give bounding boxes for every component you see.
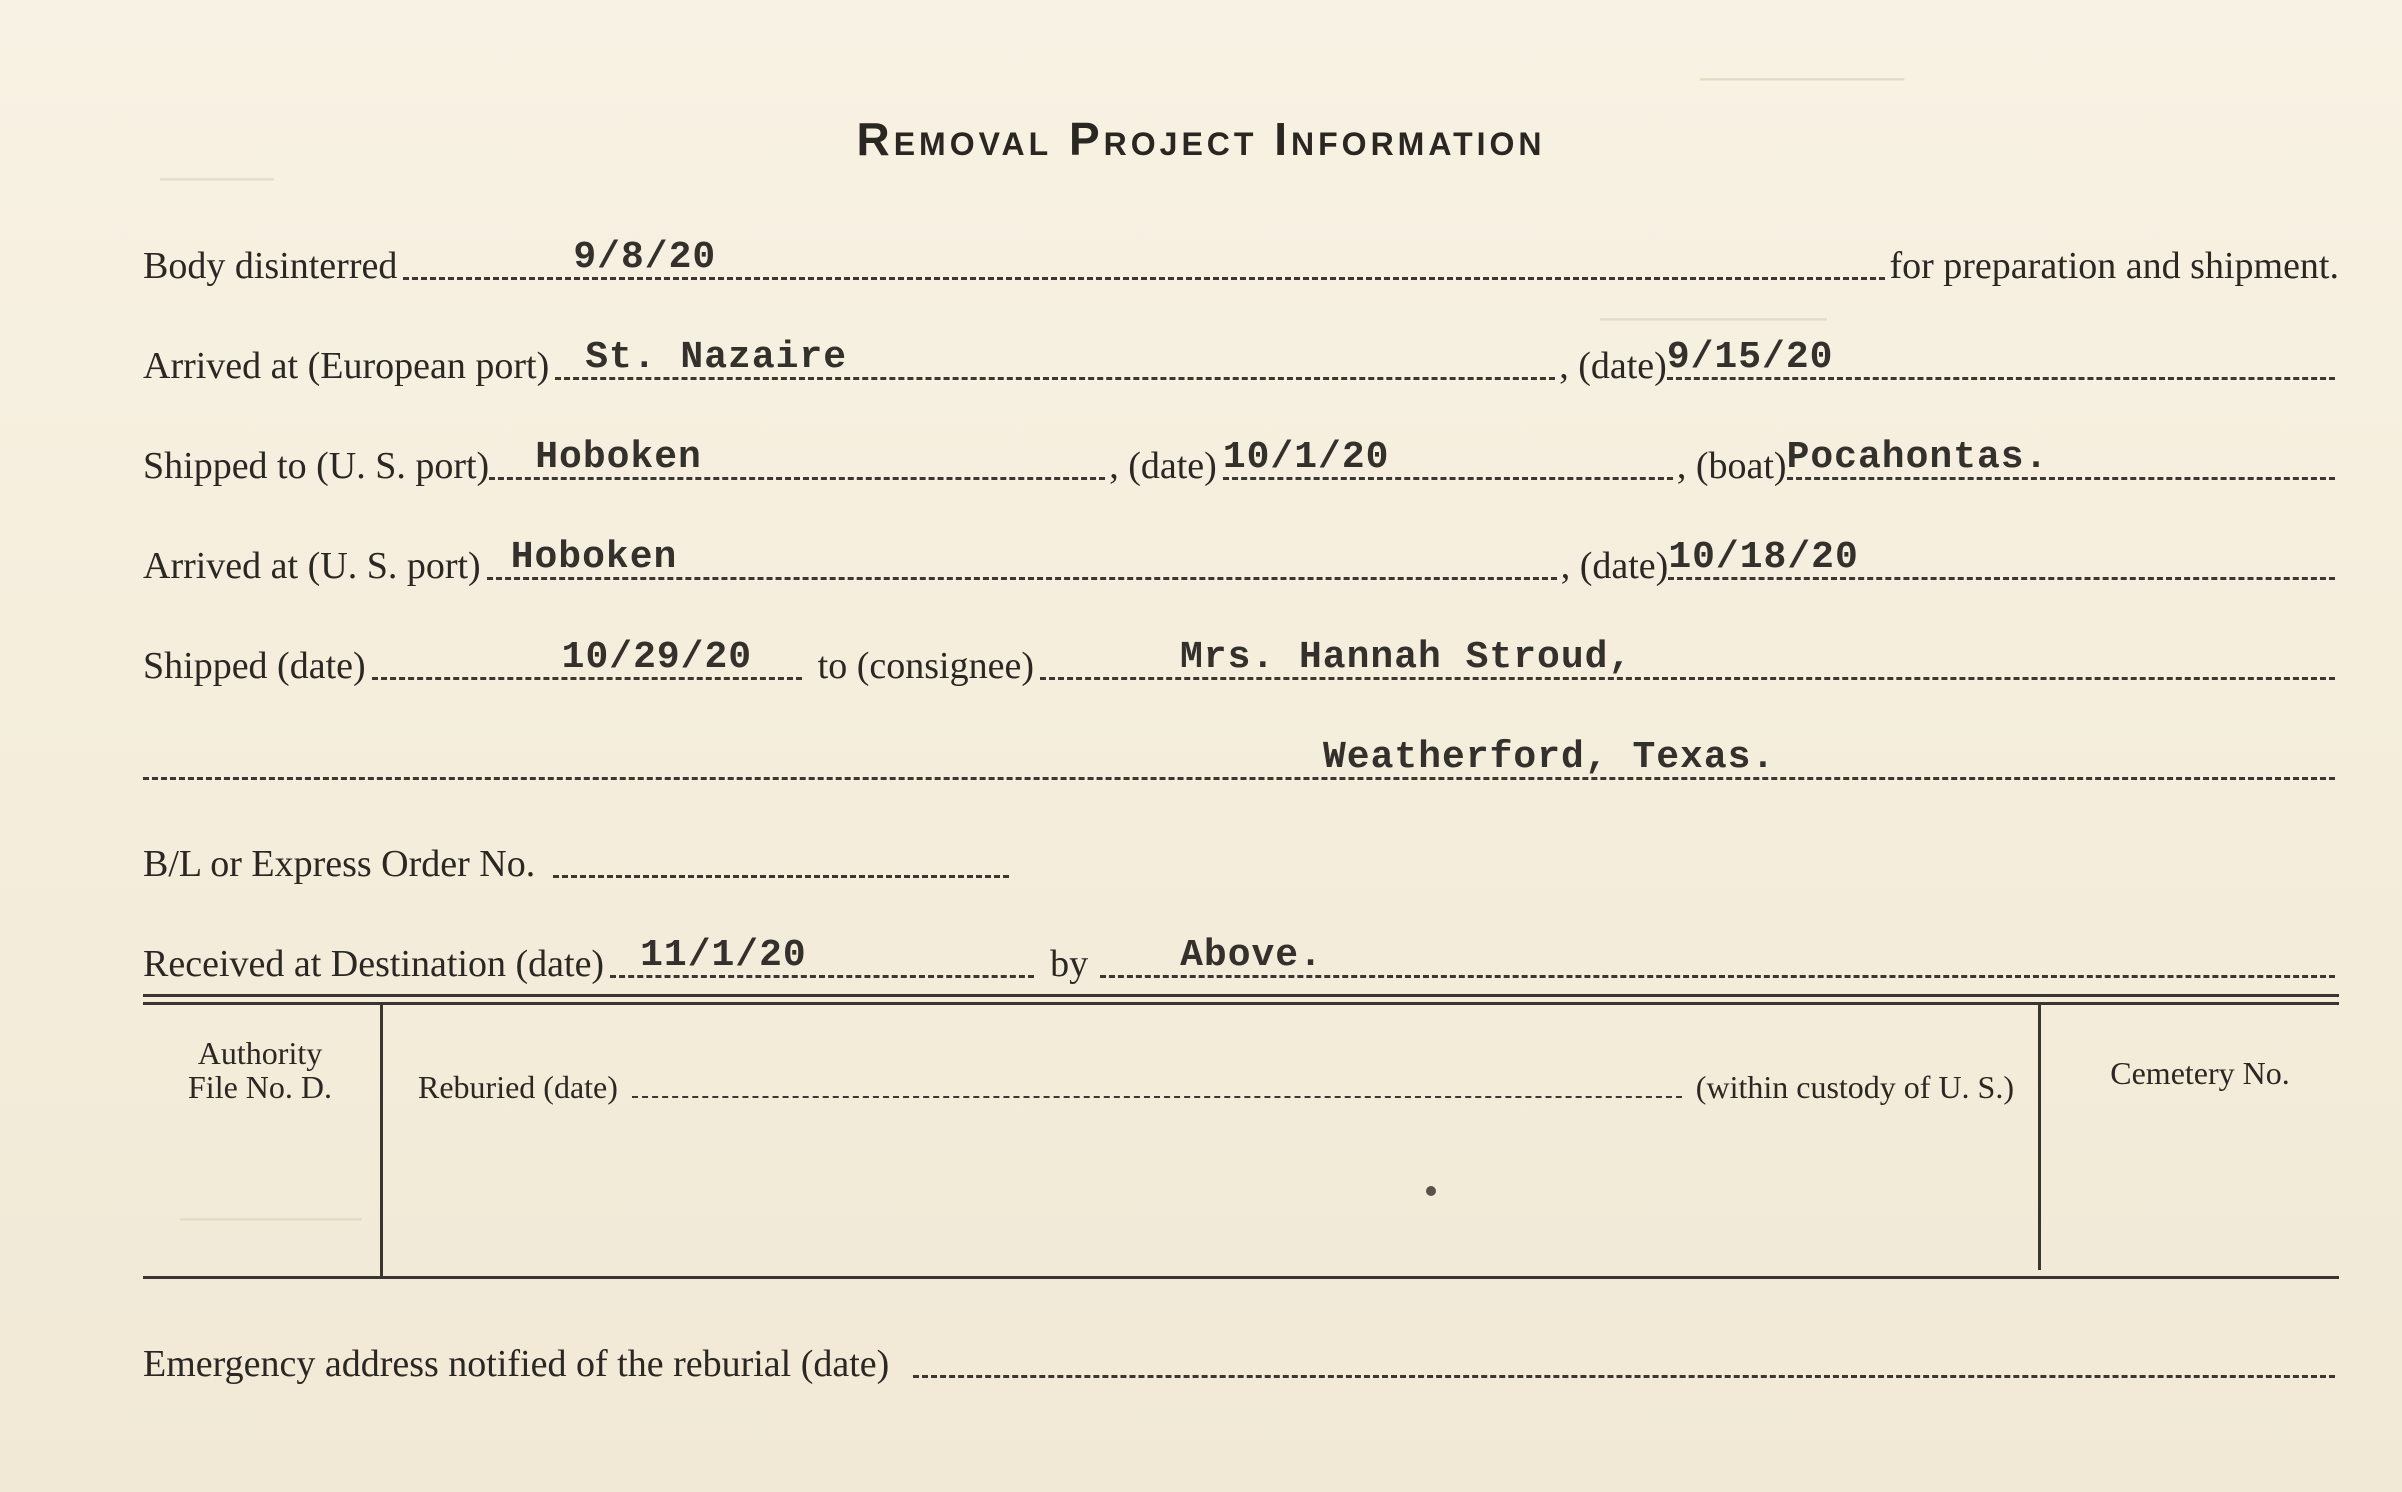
field-emergency-date[interactable] bbox=[913, 1327, 2335, 1378]
value-received-date: 11/1/20 bbox=[640, 934, 807, 977]
row-received-destination bbox=[143, 926, 2339, 986]
bleed-through-text: ──────── bbox=[180, 1200, 362, 1236]
label-received-destination: Received at Destination (date) bbox=[143, 943, 605, 985]
box-bottom-rule bbox=[143, 1276, 2339, 1279]
value-shipped-to-consignee-date: 10/29/20 bbox=[561, 636, 753, 679]
field-shipped-us-port[interactable] bbox=[489, 429, 1105, 480]
field-received-date[interactable] bbox=[610, 927, 1034, 978]
label-boat: , (boat) bbox=[1676, 445, 1787, 487]
value-boat: Pocahontas. bbox=[1786, 436, 2049, 479]
label-shipped-date-consignee: Shipped (date) bbox=[143, 645, 366, 687]
row-shipped-us-port bbox=[143, 428, 2339, 488]
value-disinterred-date: 9/8/20 bbox=[573, 236, 717, 279]
row-consignee-address bbox=[143, 728, 2339, 788]
value-shipped-date: 10/1/20 bbox=[1222, 436, 1390, 479]
row-arrived-european-port bbox=[143, 328, 2339, 388]
row-emergency bbox=[143, 1326, 2339, 1386]
value-arrived-us-date: 10/18/20 bbox=[1668, 536, 1859, 579]
cemetery-no-label: Cemetery No. bbox=[2110, 1055, 2290, 1091]
label-reburied-date: Reburied (date) bbox=[418, 1069, 618, 1105]
field-eu-date[interactable] bbox=[1667, 329, 2335, 380]
field-arrived-us-date[interactable] bbox=[1668, 529, 2335, 580]
bleed-through-text: ───── bbox=[160, 160, 274, 196]
row-reburied bbox=[418, 1046, 2014, 1106]
value-consignee: Mrs. Hannah Stroud, bbox=[1179, 636, 1633, 679]
label-emergency: Emergency address notified of the reburial (date) bbox=[143, 1343, 890, 1385]
box-top-rule-2 bbox=[143, 1002, 2339, 1005]
label-arrived-us-date: , (date) bbox=[1560, 545, 1669, 587]
label-custody: (within custody of U. S.) bbox=[1695, 1069, 2014, 1105]
label-eu-date: , (date) bbox=[1559, 345, 1667, 387]
label-received-by: by bbox=[1050, 943, 1089, 985]
field-bl-order[interactable] bbox=[553, 827, 1009, 878]
field-consignee-address[interactable] bbox=[143, 729, 2335, 780]
field-received-by[interactable] bbox=[1100, 927, 2335, 978]
field-european-port[interactable] bbox=[555, 329, 1555, 380]
bleed-through-text: ────────── bbox=[1600, 300, 1827, 336]
field-shipped-date[interactable] bbox=[1223, 429, 1673, 480]
row-body-disinterred bbox=[143, 228, 2339, 288]
label-shipped-to-us-port: Shipped to (U. S. port) bbox=[143, 445, 490, 487]
field-consignee[interactable] bbox=[1040, 629, 2335, 680]
label-arrived-us-port: Arrived at (U. S. port) bbox=[143, 545, 481, 587]
card-title: Removal Project Information bbox=[856, 113, 1546, 165]
label-shipped-date: , (date) bbox=[1109, 445, 1217, 487]
value-eu-date: 9/15/20 bbox=[1666, 336, 1834, 379]
row-bl-order bbox=[143, 826, 1013, 886]
label-bl-order: B/L or Express Order No. bbox=[143, 843, 536, 885]
bleed-through-text: ───────── bbox=[1700, 60, 1905, 96]
row-arrived-us-port bbox=[143, 528, 2339, 588]
box-divider-left bbox=[380, 1002, 383, 1278]
ink-speck bbox=[1426, 1186, 1436, 1196]
value-consignee-address: Weatherford, Texas. bbox=[1323, 736, 1776, 779]
value-shipped-us-port: Hoboken bbox=[535, 436, 702, 479]
field-reburied-date[interactable] bbox=[632, 1056, 1682, 1098]
label-body-disinterred: Body disinterred bbox=[143, 245, 398, 287]
field-shipped-to-consignee-date[interactable] bbox=[372, 629, 802, 680]
label-preparation-shipment: for preparation and shipment. bbox=[1889, 245, 2339, 287]
box-divider-right bbox=[2038, 1002, 2041, 1270]
field-boat[interactable] bbox=[1787, 429, 2335, 480]
value-european-port: St. Nazaire bbox=[585, 336, 848, 379]
row-shipped-consignee bbox=[143, 628, 2339, 688]
field-disinterred-date[interactable] bbox=[403, 229, 1885, 280]
box-top-rule bbox=[143, 994, 2339, 997]
field-arrived-us-port[interactable] bbox=[487, 529, 1557, 580]
value-received-by: Above. bbox=[1180, 934, 1323, 977]
authority-file-label: Authority File No. D. bbox=[188, 1035, 332, 1105]
label-consignee: to (consignee) bbox=[817, 645, 1034, 687]
label-european-port: Arrived at (European port) bbox=[143, 345, 550, 387]
value-arrived-us-port: Hoboken bbox=[510, 536, 678, 579]
